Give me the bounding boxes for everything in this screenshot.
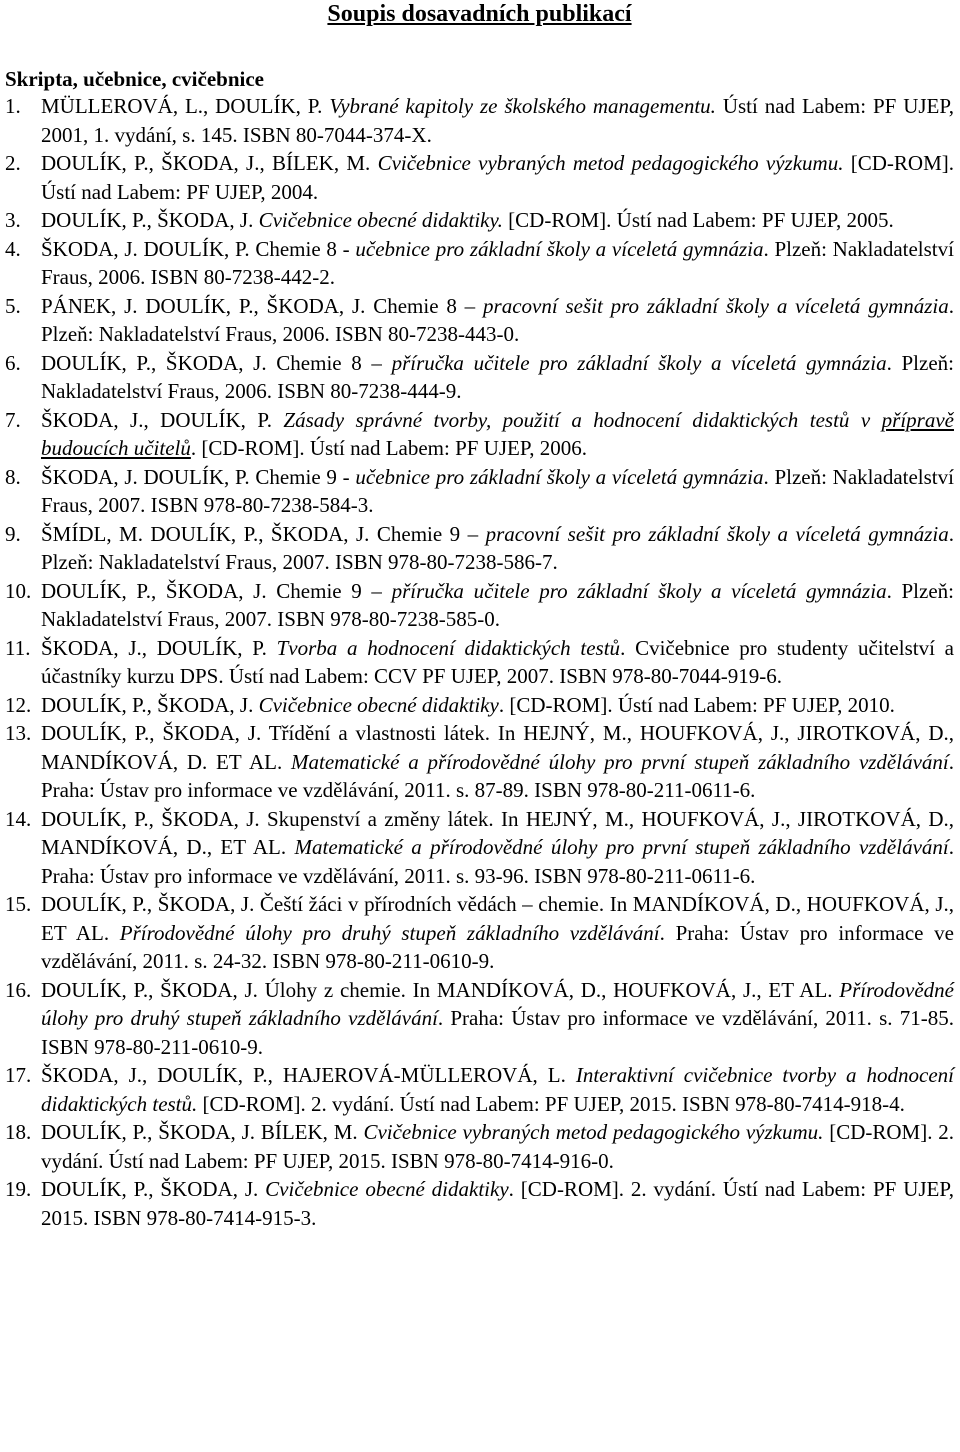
entry-text [41, 634, 954, 691]
entry-citation-segment: [CD-ROM]. Ústí nad Labem: PF UJEP, 2005. [502, 208, 894, 232]
entry-citation-segment: DOULÍK, P., ŠKODA, J. BÍLEK, M. [41, 1120, 364, 1144]
entry-title-segment: učebnice pro základní školy a víceletá gymnázia [355, 236, 764, 261]
entry-citation-segment: ŠKODA, J. DOULÍK, P. Chemie 9 - [41, 464, 356, 489]
entry-number: 18. [5, 1120, 32, 1144]
publication-entry [5, 719, 954, 805]
entry-number: 1. [5, 94, 21, 118]
entry-title-segment: přípravě budoucích učitelů [41, 407, 954, 460]
entry-citation-segment: DOULÍK, P., ŠKODA, J. [41, 208, 259, 232]
entry-citation-segment: Ústí nad Labem: PF UJEP, 2001, 1. vydání, s. 145. ISBN 80-7044-374-X. [41, 94, 954, 147]
entry-number: 19. [5, 1177, 32, 1201]
entry-citation-segment: ŠKODA, J., DOULÍK, P., HAJEROVÁ-MÜLLEROVÁ, L. [41, 1063, 576, 1087]
publication-entry [5, 634, 954, 691]
entry-citation-segment: DOULÍK, P., ŠKODA, J. [41, 692, 259, 717]
entry-number: 12. [5, 692, 32, 717]
publication-entry [5, 890, 954, 976]
entry-text [41, 691, 954, 720]
entry-citation-segment: PÁNEK, J. DOULÍK, P., ŠKODA, J. Chemie 8 – [41, 293, 484, 318]
entry-title-segment: Interaktivní cvičebnice tvorby a hodnocení didaktických testů. [41, 1063, 955, 1116]
entry-number: 7. [5, 407, 21, 432]
entry-citation-segment: . Praha: Ústav pro informace ve vzdělávání, 2011. s. 93-96. ISBN 978-80-211-0611-6. [41, 835, 954, 888]
entry-text [41, 149, 954, 206]
entry-number: 8. [5, 464, 21, 489]
entry-title-segment: Cvičebnice vybraných metod pedagogického výzkumu. [363, 1120, 824, 1144]
entry-number: 13. [5, 721, 32, 745]
entry-citation-segment: DOULÍK, P., ŠKODA, J. Chemie 9 – [41, 578, 392, 603]
entry-citation-segment: DOULÍK, P., ŠKODA, J. Chemie 8 – [41, 350, 392, 375]
entry-number: 15. [5, 892, 32, 916]
entry-citation-segment: DOULÍK, P., ŠKODA, J. Skupenství a změny látek. In HEJNÝ, M., HOUFKOVÁ, J., JIROTKOVÁ, D., MANDÍKOVÁ, D., ET AL. [41, 806, 954, 859]
entry-citation-segment: . [CD-ROM]. 2. vydání. Ústí nad Labem: PF UJEP, 2015. ISBN 978-80-7414-915-3. [41, 1177, 954, 1230]
publication-list [5, 92, 954, 1232]
entry-citation-segment: . Praha: Ústav pro informace ve vzdělávání, 2011. s. 24-32. ISBN 978-80-211-0610-9. [41, 920, 954, 973]
entry-text [41, 92, 954, 149]
entry-title-segment: Cvičebnice obecné didaktiky [265, 1177, 509, 1201]
entry-title-segment: učebnice pro základní školy a víceletá gymnázia [355, 464, 764, 489]
entry-text [41, 292, 954, 349]
publication-entry [5, 805, 954, 891]
entry-text [41, 890, 954, 976]
entry-citation-segment: . Praha: Ústav pro informace ve vzdělávání, 2011. s. 71-85. ISBN 978-80-211-0610-9. [41, 1006, 954, 1059]
section-heading: Skripta, učebnice, cvičebnice [5, 67, 264, 91]
entry-title-segment: Matematické a přírodovědné úlohy pro první stupeň základního vzdělávání [294, 835, 949, 859]
entry-title-segment: Přírodovědné úlohy pro druhý stupeň základního vzdělávání [41, 977, 954, 1030]
entry-citation-segment: MÜLLEROVÁ, L., DOULÍK, P. [41, 94, 330, 118]
entry-title-segment: pracovní sešit pro základní školy a víceletá gymnázia [485, 521, 949, 546]
publication-entry [5, 406, 954, 463]
entry-title-segment: příručka učitele pro základní školy a víceletá gymnázia [391, 350, 887, 375]
entry-citation-segment: . Plzeň: Nakladatelství Fraus, 2007. ISBN 978-80-7238-584-3. [41, 464, 954, 517]
entry-title-segment: Tvorba a hodnocení didaktických testů [276, 635, 621, 660]
entry-title-segment: v [849, 407, 882, 432]
publication-entry [5, 976, 954, 1062]
entry-citation-segment: [CD-ROM]. 2. vydání. Ústí nad Labem: PF UJEP, 2015. ISBN 978-80-7414-918-4. [197, 1091, 905, 1116]
entry-citation-segment: . Plzeň: Nakladatelství Fraus, 2006. ISBN 80-7238-444-9. [41, 350, 954, 403]
publication-entry [5, 1118, 954, 1175]
entry-title-segment: Cvičebnice obecné didaktiky [258, 692, 499, 717]
entry-text [41, 976, 954, 1062]
entry-number: 4. [5, 236, 21, 261]
entry-title-segment: Vybrané kapitoly ze školského managementu. [329, 94, 716, 118]
entry-number: 17. [5, 1063, 32, 1087]
entry-citation-segment: DOULÍK, P., ŠKODA, J. Třídění a vlastnosti látek. In HEJNÝ, M., HOUFKOVÁ, J., JIROTKOVÁ, D., MANDÍKOVÁ, D. ET AL. [41, 721, 954, 774]
entry-text [41, 235, 954, 292]
publication-entry [5, 577, 954, 634]
entry-citation-segment: [CD-ROM]. 2. vydání. Ústí nad Labem: PF UJEP, 2015. ISBN 978-80-7414-916-0. [41, 1120, 954, 1173]
entry-number: 14. [5, 806, 32, 831]
entry-citation-segment: . [CD-ROM]. Ústí nad Labem: PF UJEP, 2006. [190, 436, 587, 460]
publication-entry [5, 1061, 954, 1118]
entry-text [41, 463, 954, 520]
entry-citation-segment: [CD-ROM]. Ústí nad Labem: PF UJEP, 2004. [41, 151, 955, 204]
publication-entry [5, 206, 954, 235]
entry-citation-segment: . Plzeň: Nakladatelství Fraus, 2006. ISBN 80-7238-443-0. [41, 293, 955, 346]
entry-citation-segment: DOULÍK, P., ŠKODA, J. [41, 1177, 266, 1201]
entry-title-segment: Cvičebnice vybraných metod pedagogického výzkumu. [377, 151, 844, 175]
entry-title-segment: Přírodovědné úlohy pro druhý stupeň základního vzdělávání [119, 920, 660, 945]
publication-entry [5, 292, 954, 349]
entry-title-segment: příručka učitele pro základní školy a víceletá gymnázia [391, 578, 887, 603]
entry-citation-segment: DOULÍK, P., ŠKODA, J. Čeští žáci v přírodních vědách – chemie. In MANDÍKOVÁ, D., HOUFKOVÁ, J., ET AL. [41, 892, 954, 945]
page-title: Soupis dosavadních publikací [327, 1, 632, 27]
entry-number: 5. [5, 293, 21, 318]
entry-text [41, 1061, 954, 1118]
entry-number: 16. [5, 977, 32, 1002]
entry-number: 6. [5, 350, 21, 375]
publication-entry [5, 149, 954, 206]
entry-text [41, 805, 954, 891]
entry-text [41, 1118, 954, 1175]
entry-number: 3. [5, 208, 21, 232]
entry-text [41, 206, 954, 235]
entry-citation-segment: . Plzeň: Nakladatelství Fraus, 2007. ISBN 978-80-7238-585-0. [41, 578, 954, 631]
publication-entry [5, 92, 954, 149]
entry-citation-segment: ŠKODA, J. DOULÍK, P. Chemie 8 - [41, 236, 356, 261]
entry-citation-segment: . Cvičebnice pro studenty učitelství a účastníky kurzu DPS. Ústí nad Labem: CCV PF UJEP, 2007. ISBN 978-80-7044-919-6. [41, 635, 955, 688]
entry-citation-segment: DOULÍK, P., ŠKODA, J., BÍLEK, M. [41, 151, 378, 175]
entry-text [41, 719, 954, 805]
entry-citation-segment: ŠKODA, J., DOULÍK, P. [41, 407, 284, 432]
publication-entry [5, 1175, 954, 1232]
entry-title-segment: Cvičebnice obecné didaktiky. [258, 208, 503, 232]
publication-entry [5, 691, 954, 720]
entry-text [41, 577, 954, 634]
publication-entry [5, 520, 954, 577]
entry-citation-segment: DOULÍK, P., ŠKODA, J. Úlohy z chemie. In MANDÍKOVÁ, D., HOUFKOVÁ, J., ET AL. [41, 977, 840, 1002]
publication-entry [5, 463, 954, 520]
entry-number: 10. [5, 578, 32, 603]
entry-text [41, 1175, 954, 1232]
entry-text [41, 520, 954, 577]
publication-entry [5, 349, 954, 406]
publication-entry [5, 235, 954, 292]
entry-title-segment: Matematické a přírodovědné úlohy pro první stupeň základního vzdělávání [291, 749, 949, 774]
entry-number: 2. [5, 151, 21, 175]
entry-citation-segment: . [CD-ROM]. Ústí nad Labem: PF UJEP, 2010. [498, 692, 895, 717]
entry-number: 9. [5, 521, 21, 546]
entry-number: 11. [5, 635, 31, 660]
entry-title-segment: Zásady správné tvorby, použití a hodnocení didaktických testů [283, 407, 850, 432]
entry-citation-segment: . Plzeň: Nakladatelství Fraus, 2007. ISBN 978-80-7238-586-7. [41, 521, 954, 574]
entry-citation-segment: ŠMÍDL, M. DOULÍK, P., ŠKODA, J. Chemie 9 – [41, 521, 486, 546]
entry-title-segment: pracovní sešit pro základní školy a víceletá gymnázia [483, 293, 949, 318]
entry-citation-segment: . Plzeň: Nakladatelství Fraus, 2006. ISBN 80-7238-442-2. [41, 236, 954, 289]
entry-text [41, 406, 954, 463]
entry-citation-segment: . Praha: Ústav pro informace ve vzdělávání, 2011. s. 87-89. ISBN 978-80-211-0611-6. [41, 749, 954, 802]
entry-text [41, 349, 954, 406]
entry-citation-segment: ŠKODA, J., DOULÍK, P. [41, 635, 277, 660]
